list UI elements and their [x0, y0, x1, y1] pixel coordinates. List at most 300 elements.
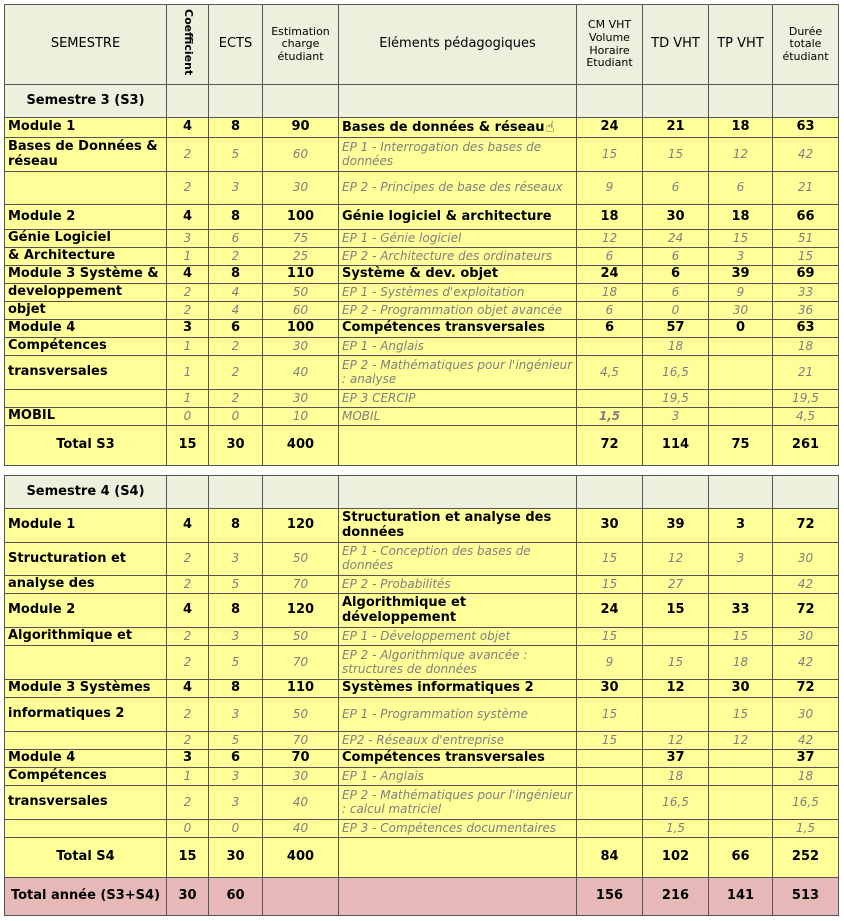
cell-tp: 3 — [709, 248, 773, 266]
cell-cm — [577, 786, 643, 820]
cell-cm: 12 — [577, 230, 643, 248]
cell-el: Systèmes informatiques 2 — [339, 680, 577, 698]
total-row — [5, 838, 839, 878]
total-row — [5, 426, 839, 466]
table-row — [5, 786, 839, 820]
cell-td: 16,5 — [643, 356, 709, 390]
cell-tp: 0 — [709, 320, 773, 338]
cell-est: 90 — [263, 118, 339, 138]
cell-tp — [709, 768, 773, 786]
cell-dur: 18 — [773, 338, 839, 356]
cell-tp: 3 — [709, 509, 773, 543]
table-row — [5, 680, 839, 698]
cell-tp: 18 — [709, 205, 773, 230]
cell-coef: 2 — [167, 698, 209, 732]
semester-title-blank — [167, 476, 209, 509]
module-label — [5, 732, 167, 750]
cell-dur: 16,5 — [773, 786, 839, 820]
cell-ects: 6 — [209, 750, 263, 768]
cell-ects: 8 — [209, 680, 263, 698]
cell-td: 37 — [643, 750, 709, 768]
cell-cm — [577, 768, 643, 786]
table-row — [5, 390, 839, 408]
total-ects: 30 — [209, 838, 263, 878]
cell-el: EP 1 - Anglais — [339, 768, 577, 786]
cell-el: EP 1 - Systèmes d'exploitation — [339, 284, 577, 302]
cell-coef: 2 — [167, 732, 209, 750]
cell-ects: 5 — [209, 646, 263, 680]
cell-tp: 18 — [709, 646, 773, 680]
cell-ects: 3 — [209, 698, 263, 732]
total-tp: 75 — [709, 426, 773, 466]
cell-ects: 3 — [209, 628, 263, 646]
table-row — [5, 320, 839, 338]
cell-dur: 33 — [773, 284, 839, 302]
semester-title: Semestre 3 (S3) — [5, 85, 167, 118]
cell-cm — [577, 390, 643, 408]
cell-dur: 30 — [773, 698, 839, 732]
cell-el: EP 3 CERCIP — [339, 390, 577, 408]
total-coef: 15 — [167, 426, 209, 466]
cell-el: EP 2 - Mathématiques pour l'ingénieur : calcul matriciel — [339, 786, 577, 820]
cell-est: 100 — [263, 320, 339, 338]
cell-el: EP2 - Réseaux d'entreprise — [339, 732, 577, 750]
cell-tp — [709, 408, 773, 426]
cell-el: EP 2 - Programmation objet avancée — [339, 302, 577, 320]
cell-el: EP 1 - Développement objet — [339, 628, 577, 646]
cell-cm: 18 — [577, 284, 643, 302]
cell-cm — [577, 750, 643, 768]
cell-coef: 0 — [167, 408, 209, 426]
cell-coef: 2 — [167, 628, 209, 646]
cell-td: 15 — [643, 138, 709, 172]
header-td: TD VHT — [643, 5, 709, 85]
cell-td: 6 — [643, 266, 709, 284]
header-estimation: Estimation charge étudiant — [263, 5, 339, 85]
total-tp: 141 — [709, 878, 773, 916]
cell-dur: 63 — [773, 320, 839, 338]
cell-dur: 21 — [773, 172, 839, 205]
cell-cm: 6 — [577, 302, 643, 320]
cell-el: EP 1 - Anglais — [339, 338, 577, 356]
module-label: Algorithmique et — [5, 628, 167, 646]
cell-ects: 2 — [209, 338, 263, 356]
cell-ects: 8 — [209, 266, 263, 284]
cell-cm: 9 — [577, 646, 643, 680]
module-label: informatiques 2 — [5, 698, 167, 732]
cell-coef: 1 — [167, 338, 209, 356]
module-label: objet — [5, 302, 167, 320]
cell-tp — [709, 356, 773, 390]
cell-td: 0 — [643, 302, 709, 320]
module-label: Compétences — [5, 338, 167, 356]
cell-el: Bases de données & réseau☝ — [339, 118, 577, 138]
semester-title-blank — [339, 85, 577, 118]
module-label: Génie Logiciel — [5, 230, 167, 248]
table-row — [5, 698, 839, 732]
total-est: 400 — [263, 426, 339, 466]
cell-dur: 30 — [773, 628, 839, 646]
cell-ects: 8 — [209, 205, 263, 230]
cell-td: 18 — [643, 338, 709, 356]
cell-td: 12 — [643, 732, 709, 750]
module-label: Module 3 Systèmes — [5, 680, 167, 698]
cell-cm — [577, 820, 643, 838]
module-label: Module 3 Système & — [5, 266, 167, 284]
cell-ects: 5 — [209, 732, 263, 750]
cell-tp — [709, 820, 773, 838]
total-label: Total année (S3+S4) — [5, 878, 167, 916]
cell-cm: 18 — [577, 205, 643, 230]
cell-ects: 3 — [209, 768, 263, 786]
semester-title-blank — [209, 476, 263, 509]
total-el — [339, 838, 577, 878]
cell-td: 57 — [643, 320, 709, 338]
cell-td: 30 — [643, 205, 709, 230]
cell-td — [643, 698, 709, 732]
table-row — [5, 543, 839, 576]
module-label: Module 2 — [5, 205, 167, 230]
cell-coef: 2 — [167, 138, 209, 172]
cell-est: 120 — [263, 509, 339, 543]
cell-td: 6 — [643, 172, 709, 205]
cell-tp: 15 — [709, 230, 773, 248]
hand-cursor-icon: ☝ — [545, 117, 555, 136]
cell-cm: 30 — [577, 509, 643, 543]
total-label: Total S3 — [5, 426, 167, 466]
cell-cm: 15 — [577, 543, 643, 576]
header-elements: Eléments pédagogiques — [339, 5, 577, 85]
cell-td: 1,5 — [643, 820, 709, 838]
total-dur: 513 — [773, 878, 839, 916]
cell-td: 12 — [643, 543, 709, 576]
module-label: Module 1 — [5, 118, 167, 138]
total-ects: 60 — [209, 878, 263, 916]
cell-tp: 6 — [709, 172, 773, 205]
cell-el: MOBIL — [339, 408, 577, 426]
cell-td: 15 — [643, 594, 709, 628]
semester-title: Semestre 4 (S4) — [5, 476, 167, 509]
cell-el: EP 1 - Interrogation des bases de données — [339, 138, 577, 172]
cell-est: 60 — [263, 302, 339, 320]
cell-el: Génie logiciel & architecture — [339, 205, 577, 230]
cell-est: 70 — [263, 576, 339, 594]
cell-cm: 24 — [577, 594, 643, 628]
cell-dur: 42 — [773, 576, 839, 594]
cell-dur: 51 — [773, 230, 839, 248]
cell-ects: 2 — [209, 248, 263, 266]
cell-dur: 69 — [773, 266, 839, 284]
cell-coef: 2 — [167, 576, 209, 594]
module-label: Module 4 — [5, 320, 167, 338]
cell-el: EP 1 - Programmation système — [339, 698, 577, 732]
cell-coef: 4 — [167, 509, 209, 543]
semester-title-blank — [167, 85, 209, 118]
cell-tp: 9 — [709, 284, 773, 302]
table-row — [5, 284, 839, 302]
cell-est: 40 — [263, 356, 339, 390]
table-row — [5, 408, 839, 426]
cell-ects: 4 — [209, 284, 263, 302]
semester-title-blank — [643, 85, 709, 118]
cell-ects: 8 — [209, 509, 263, 543]
cell-el: EP 2 - Mathématiques pour l'ingénieur : analyse — [339, 356, 577, 390]
cell-el: Compétences transversales — [339, 750, 577, 768]
cell-ects: 6 — [209, 230, 263, 248]
cell-td: 21 — [643, 118, 709, 138]
table-row — [5, 302, 839, 320]
cell-el: Structuration et analyse des données — [339, 509, 577, 543]
cell-ects: 8 — [209, 118, 263, 138]
table-row — [5, 732, 839, 750]
cell-ects: 8 — [209, 594, 263, 628]
cell-est: 75 — [263, 230, 339, 248]
cell-td: 24 — [643, 230, 709, 248]
cell-cm: 4,5 — [577, 356, 643, 390]
total-cm: 84 — [577, 838, 643, 878]
module-label: analyse des — [5, 576, 167, 594]
cell-cm: 24 — [577, 266, 643, 284]
total-row — [5, 878, 839, 916]
semester-title-blank — [773, 85, 839, 118]
cell-est: 40 — [263, 786, 339, 820]
cell-coef: 4 — [167, 266, 209, 284]
cell-dur: 42 — [773, 732, 839, 750]
cell-coef: 2 — [167, 302, 209, 320]
cell-td: 3 — [643, 408, 709, 426]
cell-cm: 15 — [577, 576, 643, 594]
header-semestre: SEMESTRE — [5, 5, 167, 85]
semester-title-blank — [643, 476, 709, 509]
semester-title-blank — [339, 476, 577, 509]
cell-coef: 1 — [167, 390, 209, 408]
cell-tp: 15 — [709, 698, 773, 732]
cell-est: 40 — [263, 820, 339, 838]
cell-coef: 4 — [167, 118, 209, 138]
total-td: 114 — [643, 426, 709, 466]
cell-coef: 3 — [167, 320, 209, 338]
table-row — [5, 172, 839, 205]
cell-ects: 4 — [209, 302, 263, 320]
cell-coef: 3 — [167, 230, 209, 248]
cell-dur: 72 — [773, 509, 839, 543]
table-row — [5, 628, 839, 646]
total-td: 216 — [643, 878, 709, 916]
cell-ects: 0 — [209, 408, 263, 426]
header-ects: ECTS — [209, 5, 263, 85]
header-tp: TP VHT — [709, 5, 773, 85]
cell-coef: 2 — [167, 284, 209, 302]
cell-cm: 15 — [577, 698, 643, 732]
header-coefficient-label: Coefficient — [181, 9, 195, 76]
module-label: transversales — [5, 356, 167, 390]
cell-dur: 72 — [773, 680, 839, 698]
cell-dur: 18 — [773, 768, 839, 786]
cell-tp — [709, 338, 773, 356]
module-label: Structuration et — [5, 543, 167, 576]
cell-cm: 30 — [577, 680, 643, 698]
cell-td: 16,5 — [643, 786, 709, 820]
cell-est: 110 — [263, 266, 339, 284]
table-row — [5, 118, 839, 138]
cell-coef: 4 — [167, 680, 209, 698]
cell-ects: 0 — [209, 820, 263, 838]
cell-est: 25 — [263, 248, 339, 266]
cell-coef: 1 — [167, 768, 209, 786]
cell-est: 60 — [263, 138, 339, 172]
cell-dur: 4,5 — [773, 408, 839, 426]
cell-coef: 1 — [167, 356, 209, 390]
total-cm: 156 — [577, 878, 643, 916]
total-cm: 72 — [577, 426, 643, 466]
module-label: MOBIL — [5, 408, 167, 426]
cell-cm: 9 — [577, 172, 643, 205]
cell-el: EP 2 - Algorithmique avancée : structures de données — [339, 646, 577, 680]
total-coef: 15 — [167, 838, 209, 878]
cell-coef: 2 — [167, 172, 209, 205]
module-label — [5, 172, 167, 205]
semester-title-blank — [773, 476, 839, 509]
cell-coef: 3 — [167, 750, 209, 768]
cell-dur: 66 — [773, 205, 839, 230]
cell-tp — [709, 750, 773, 768]
cell-dur: 37 — [773, 750, 839, 768]
cell-est: 50 — [263, 543, 339, 576]
total-el — [339, 878, 577, 916]
cell-tp: 33 — [709, 594, 773, 628]
cell-est: 70 — [263, 646, 339, 680]
cell-td: 6 — [643, 284, 709, 302]
cell-est: 30 — [263, 172, 339, 205]
total-tp: 66 — [709, 838, 773, 878]
semester-title-blank — [709, 85, 773, 118]
table-row — [5, 338, 839, 356]
module-label: Module 4 — [5, 750, 167, 768]
cell-cm: 24 — [577, 118, 643, 138]
cell-tp — [709, 786, 773, 820]
cell-cm: 1,5 — [577, 408, 643, 426]
cell-est: 30 — [263, 390, 339, 408]
cell-el: EP 2 - Principes de base des réseaux — [339, 172, 577, 205]
cell-est: 120 — [263, 594, 339, 628]
cell-el: EP 1 - Conception des bases de données — [339, 543, 577, 576]
total-est — [263, 878, 339, 916]
module-label — [5, 820, 167, 838]
cell-cm: 15 — [577, 138, 643, 172]
cell-ects: 5 — [209, 138, 263, 172]
cell-tp: 30 — [709, 680, 773, 698]
total-est: 400 — [263, 838, 339, 878]
cell-el: Algorithmique et développement — [339, 594, 577, 628]
table-row — [5, 356, 839, 390]
cell-dur: 42 — [773, 138, 839, 172]
cell-tp — [709, 576, 773, 594]
semester-3-table — [4, 4, 839, 466]
cell-cm: 15 — [577, 628, 643, 646]
semester-title-blank — [209, 85, 263, 118]
cell-est: 30 — [263, 338, 339, 356]
cell-est: 100 — [263, 205, 339, 230]
cell-coef: 4 — [167, 594, 209, 628]
cell-td: 15 — [643, 646, 709, 680]
table-row — [5, 205, 839, 230]
cell-ects: 6 — [209, 320, 263, 338]
cell-cm — [577, 338, 643, 356]
cell-ects: 5 — [209, 576, 263, 594]
semester-4-table — [4, 475, 839, 916]
cell-dur: 36 — [773, 302, 839, 320]
module-label: Module 1 — [5, 509, 167, 543]
cell-dur: 21 — [773, 356, 839, 390]
cell-tp — [709, 390, 773, 408]
cell-el: EP 2 - Architecture des ordinateurs — [339, 248, 577, 266]
total-coef: 30 — [167, 878, 209, 916]
module-label — [5, 390, 167, 408]
semester-title-blank — [577, 85, 643, 118]
cell-dur: 19,5 — [773, 390, 839, 408]
header-coefficient — [167, 5, 209, 85]
total-label: Total S4 — [5, 838, 167, 878]
module-label: Compétences — [5, 768, 167, 786]
cell-el: EP 2 - Probabilités — [339, 576, 577, 594]
cell-dur: 72 — [773, 594, 839, 628]
cell-cm: 6 — [577, 320, 643, 338]
cell-coef: 2 — [167, 646, 209, 680]
cell-tp: 12 — [709, 732, 773, 750]
table-row — [5, 646, 839, 680]
module-label: transversales — [5, 786, 167, 820]
cell-coef: 2 — [167, 786, 209, 820]
module-label — [5, 646, 167, 680]
table-row — [5, 230, 839, 248]
cell-est: 50 — [263, 284, 339, 302]
cell-est: 50 — [263, 698, 339, 732]
cell-coef: 2 — [167, 543, 209, 576]
cell-est: 10 — [263, 408, 339, 426]
cell-ects: 3 — [209, 172, 263, 205]
table-row — [5, 594, 839, 628]
semester-title-blank — [709, 476, 773, 509]
table-row — [5, 750, 839, 768]
cell-coef: 1 — [167, 248, 209, 266]
cell-el: EP 3 - Compétences documentaires — [339, 820, 577, 838]
cell-td: 27 — [643, 576, 709, 594]
cell-ects: 2 — [209, 390, 263, 408]
semester-title-blank — [263, 85, 339, 118]
cell-td — [643, 628, 709, 646]
cell-el: Compétences transversales — [339, 320, 577, 338]
cell-td: 39 — [643, 509, 709, 543]
cell-tp: 3 — [709, 543, 773, 576]
cell-coef: 4 — [167, 205, 209, 230]
cell-td: 18 — [643, 768, 709, 786]
module-label: & Architecture — [5, 248, 167, 266]
cell-tp: 30 — [709, 302, 773, 320]
total-dur: 252 — [773, 838, 839, 878]
cell-ects: 3 — [209, 786, 263, 820]
table-row — [5, 820, 839, 838]
cell-td: 19,5 — [643, 390, 709, 408]
table-row — [5, 768, 839, 786]
semester-title-blank — [263, 476, 339, 509]
cell-est: 70 — [263, 750, 339, 768]
cell-cm: 15 — [577, 732, 643, 750]
cell-tp: 18 — [709, 118, 773, 138]
cell-el: EP 1 - Génie logiciel — [339, 230, 577, 248]
cell-coef: 0 — [167, 820, 209, 838]
total-td: 102 — [643, 838, 709, 878]
cell-est: 110 — [263, 680, 339, 698]
